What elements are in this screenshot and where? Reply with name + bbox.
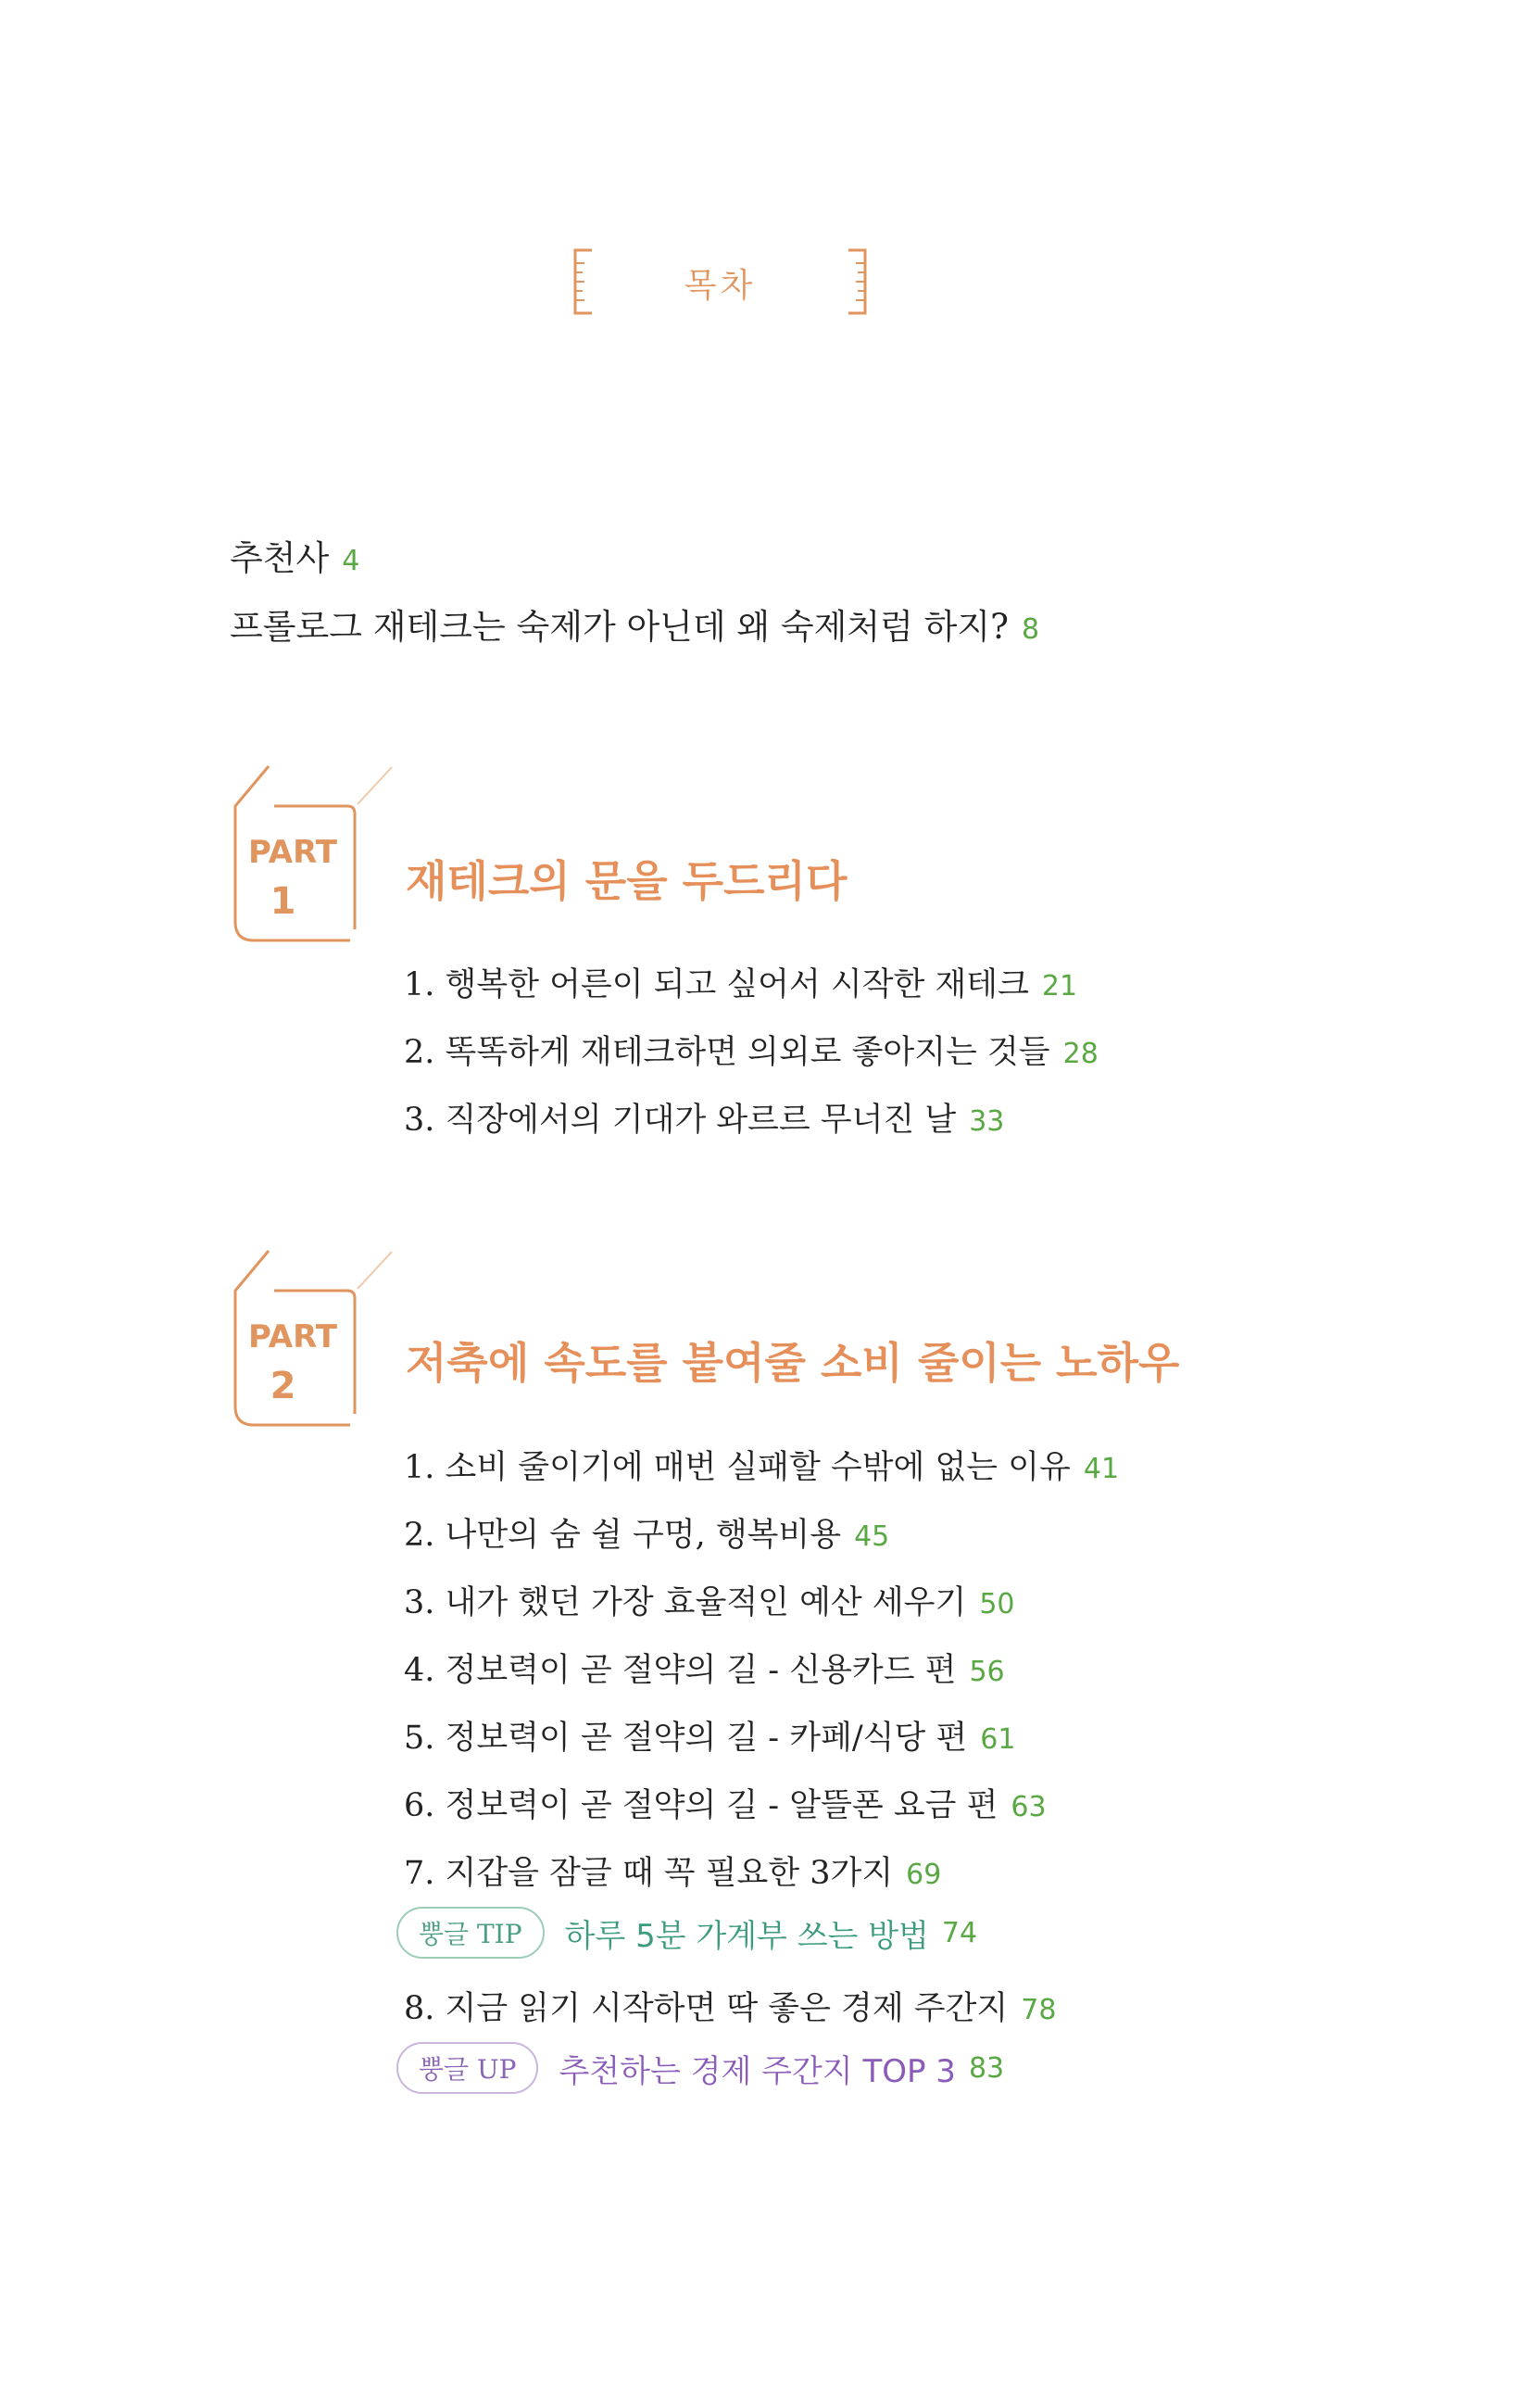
toc-header	[570, 248, 871, 315]
part-2-badge	[230, 1249, 406, 1439]
toc-up-entry[interactable]	[396, 2042, 1004, 2099]
toc-entry-label: 하루 5분 가계부 쓰는 방법	[564, 1917, 929, 1955]
right-bracket-icon	[843, 248, 871, 315]
toc-entry-label: 2. 똑똑하게 재테크하면 의외로 좋아지는 것들	[404, 1034, 1050, 1071]
toc-item[interactable]	[404, 1577, 1015, 1623]
page-number: 83	[968, 2051, 1005, 2085]
tip-badge: 뿡글 TIP	[396, 1907, 545, 1959]
page-number: 61	[980, 1723, 1016, 1756]
toc-item[interactable]	[404, 1509, 889, 1556]
page-number: 69	[906, 1859, 942, 1891]
part-1-badge	[230, 764, 406, 954]
toc-item[interactable]	[404, 1780, 1047, 1826]
toc-item[interactable]	[404, 1983, 1056, 2029]
toc-entry-label: 2. 나만의 숨 쉴 구멍, 행복비용	[404, 1517, 842, 1554]
toc-item[interactable]	[404, 1847, 941, 1894]
toc-intro-prologue[interactable]	[230, 599, 1039, 649]
toc-entry-label: 추천사	[230, 538, 330, 578]
toc-item[interactable]	[404, 1094, 1004, 1141]
toc-entry-label: 1. 소비 줄이기에 매번 실패할 수밖에 없는 이유	[404, 1449, 1071, 1486]
toc-entry-label: 3. 내가 했던 가장 효율적인 예산 세우기	[404, 1584, 967, 1621]
toc-entry-label: 5. 정보력이 곧 절약의 길 - 카페/식당 편	[404, 1720, 968, 1757]
page-number: 4	[342, 545, 360, 577]
toc-entry-label: 8. 지금 읽기 시작하면 딱 좋은 경제 주간지	[404, 1990, 1009, 2027]
toc-tip-entry[interactable]	[396, 1907, 977, 1964]
page-number: 33	[969, 1105, 1005, 1138]
toc-item[interactable]	[404, 1027, 1099, 1073]
toc-entry-label: 7. 지갑을 잠글 때 꼭 필요한 3가지	[404, 1855, 894, 1892]
part-2-title: 저축에 속도를 붙여줄 소비 줄이는 노하우	[406, 1338, 1180, 1388]
toc-entry-label: 추천하는 경제 주간지 TOP 3	[559, 2052, 956, 2090]
toc-intro-recommendation[interactable]	[230, 530, 359, 580]
toc-entry-label: 4. 정보력이 곧 절약의 길 - 신용카드 편	[404, 1652, 957, 1689]
page-number: 8	[1022, 613, 1040, 646]
part-label: PART	[248, 1318, 337, 1355]
toc-item[interactable]	[404, 959, 1077, 1005]
part-number: 1	[270, 880, 296, 923]
page-number: 63	[1011, 1791, 1047, 1823]
page-number: 56	[969, 1656, 1005, 1688]
toc-entry-label: 6. 정보력이 곧 절약의 길 - 알뜰폰 요금 편	[404, 1787, 998, 1824]
page-number: 74	[941, 1916, 978, 1949]
page-number: 45	[854, 1520, 890, 1553]
toc-entry-label: 프롤로그 재테크는 숙제가 아닌데 왜 숙제처럼 하지?	[230, 607, 1009, 647]
toc-item[interactable]	[404, 1712, 1015, 1759]
page-number: 41	[1083, 1453, 1120, 1485]
toc-title: 목차	[684, 267, 757, 305]
part-number: 2	[270, 1365, 296, 1407]
toc-item[interactable]	[404, 1442, 1119, 1488]
page-number: 21	[1041, 970, 1078, 1002]
toc-entry-label: 1. 행복한 어른이 되고 싶어서 시작한 재테크	[404, 966, 1029, 1003]
page-number: 50	[979, 1588, 1015, 1620]
toc-item[interactable]	[404, 1645, 1005, 1691]
toc-entry-label: 3. 직장에서의 기대가 와르르 무너진 날	[404, 1102, 957, 1139]
page-number: 28	[1062, 1038, 1099, 1070]
page-number: 78	[1021, 1994, 1057, 2026]
part-label: PART	[248, 834, 337, 871]
up-badge: 뿡글 UP	[396, 2042, 538, 2094]
part-1-title: 재테크의 문을 두드리다	[406, 856, 848, 906]
